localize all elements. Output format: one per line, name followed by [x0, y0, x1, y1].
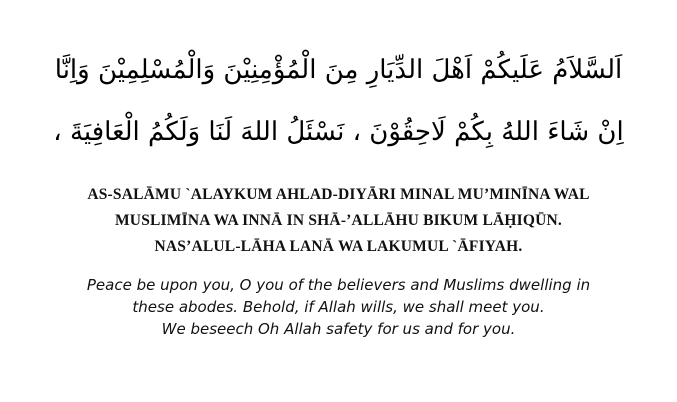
translation-line-2: these abodes. Behold, if Allah wills, we shall meet you.: [132, 298, 545, 316]
translation-line-1: Peace be upon you, O you of the believers and Muslims dwelling in: [86, 276, 591, 294]
transliteration-line-2: MUSLIMĪNA WA INNĀ IN SHĀ-’ALLĀHU BIKUM LĀḤIQŪN.: [114, 212, 563, 229]
arabic-line-2: اِنْ شَاءَ اللهُ بِكُمْ لَاحِقُوْنَ ، نَسْئَلُ اللهَ لَنَا وَلَكُمُ الْعَافِيَةَ ،: [53, 117, 624, 147]
arabic-line-1: اَلسَّلاَمُ عَلَيكُمْ اَهْلَ الدِّيَارِ مِنَ الْمُؤْمِنِيْنَ وَالْمُسْلِمِيْنَ وَاِنَّا: [54, 55, 623, 85]
transliteration-line-3: NAS’ALUL-LĀHA LANĀ WA LAKUMUL `ĀFIYAH.: [154, 238, 523, 255]
transliteration-line-1: AS-SALĀMU `ALAYKUM AHLAD-DIYĀRI MINAL MU’MINĪNA WAL: [87, 186, 590, 203]
translation-line-3: We beseech Oh Allah safety for us and for you.: [161, 320, 516, 338]
